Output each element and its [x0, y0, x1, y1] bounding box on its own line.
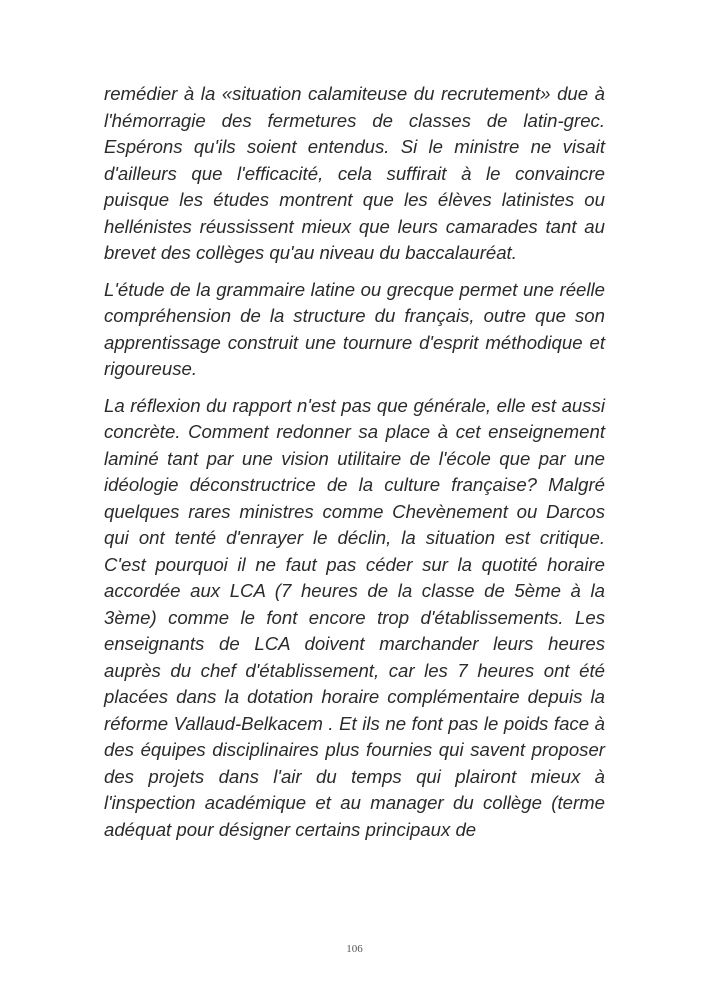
- paragraph-1: remédier à la «situation calamiteuse du recrutement» due à l'hémorragie des fermetures de classes de latin-grec. Espérons qu'ils soient entendus. Si le ministre ne visait d'ailleurs que l'efficacité, cela suffirait à le convaincre puisque les études montrent que les élèves latinistes ou hellénistes réussissent mieux que leurs camarades tant au brevet des collèges qu'au niveau du baccalauréat.: [104, 83, 605, 263]
- paragraph-3: La réflexion du rapport n'est pas que générale, elle est aussi concrète. Comment redonner sa place à cet enseignement laminé tant par une vision utilitaire de l'école que par une idéologie déconstructrice de la culture française? Malgré quelques rares ministres comme Chevènement ou Darcos qui ont tenté d'enrayer le déclin, la situation est critique. C'est pourquoi il ne faut pas céder sur la quotité horaire accordée aux LCA (7 heures de la classe de 5ème à la 3ème) comme le font encore trop d'établissements. Les enseignants de LCA doivent marchander leurs heures auprès du chef d'établissement, car les 7 heures ont été placées dans la dotation horaire complémentaire depuis la réforme Vallaud-Belkacem . Et ils ne font pas le poids face à des équipes disciplinaires plus fournies qui savent proposer des projets dans l'air du temps qui plairont mieux à l'inspection académique et au manager du collège (terme adéquat pour désigner certains principaux de: [104, 394, 605, 840]
- page-number: 106: [346, 943, 363, 955]
- page-body: [104, 81, 605, 853]
- paragraph-2: L'étude de la grammaire latine ou grecque permet une réelle compréhension de la structure du français, outre que son apprentissage construit une tournure d'esprit méthodique et rigoureuse.: [104, 278, 605, 379]
